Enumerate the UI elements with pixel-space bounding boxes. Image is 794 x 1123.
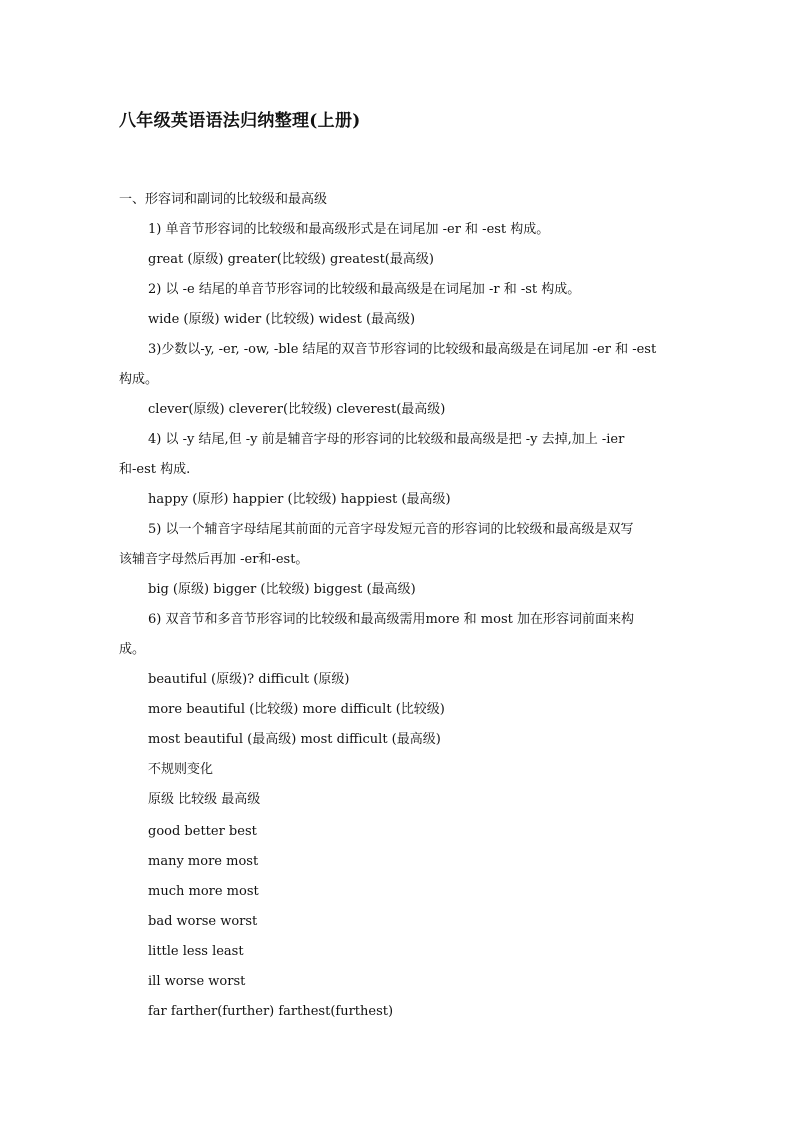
rule-6: 6) 双音节和多音节形容词的比较级和最高级需用more 和 most 加在形容词前面来构 [148,612,634,627]
irregular-row-many: many more most [148,854,259,869]
rule-3: 3)少数以-y, -er, -ow, -ble 结尾的双音节形容词的比较级和最高级是在词尾加 -er 和 -est [148,342,657,357]
irregular-row-good: good better best [148,824,257,839]
rule-4-continued: 和-est 构成. [119,462,191,477]
example-5: big (原级) bigger (比较级) biggest (最高级) [148,582,416,597]
section-heading: 一、形容词和副词的比较级和最高级 [119,192,328,207]
rule-4: 4) 以 -y 结尾,但 -y 前是辅音字母的形容词的比较级和最高级是把 -y 去掉,加上 -ier [148,432,625,447]
rule-1: 1) 单音节形容词的比较级和最高级形式是在词尾加 -er 和 -est 构成。 [148,222,550,237]
rule-6-continued: 成。 [119,642,146,657]
irregular-heading: 不规则变化 [148,762,214,777]
irregular-column-headers: 原级 比较级 最高级 [148,792,261,807]
irregular-row-little: little less least [148,944,244,959]
example-3: clever(原级) cleverer(比较级) cleverest(最高级) [148,402,446,417]
example-6-superlative: most beautiful (最高级) most difficult (最高级) [148,732,441,747]
rule-5: 5) 以一个辅音字母结尾其前面的元音字母发短元音的形容词的比较级和最高级是双写 [148,522,634,537]
example-2: wide (原级) wider (比较级) widest (最高级) [148,312,416,327]
example-6-positive: beautiful (原级)? difficult (原级) [148,672,350,687]
irregular-row-much: much more most [148,884,259,899]
rule-2: 2) 以 -e 结尾的单音节形容词的比较级和最高级是在词尾加 -r 和 -st 构成。 [148,282,581,297]
example-4: happy (原形) happier (比较级) happiest (最高级) [148,492,451,507]
irregular-row-bad: bad worse worst [148,914,258,929]
irregular-row-far: far farther(further) farthest(furthest) [148,1004,394,1019]
example-1: great (原级) greater(比较级) greatest(最高级) [148,252,434,267]
example-6-comparative: more beautiful (比较级) more difficult (比较级) [148,702,445,717]
rule-5-continued: 该辅音字母然后再加 -er和-est。 [119,552,309,567]
rule-3-continued: 构成。 [119,372,159,387]
irregular-row-ill: ill worse worst [148,974,246,989]
document-title: 八年级英语语法归纳整理(上册) [119,111,361,131]
